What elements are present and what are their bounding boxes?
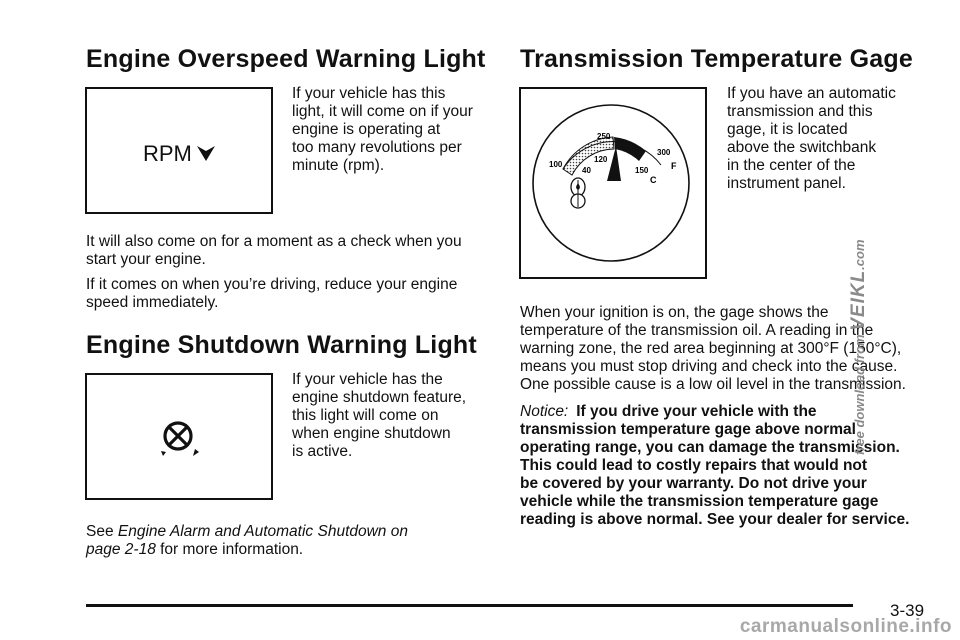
rpm-label: RPM: [143, 141, 192, 166]
transmission-gauge: [521, 89, 705, 277]
label-f: F: [671, 161, 677, 171]
gauge-dial: [533, 105, 689, 261]
cross-reference-link[interactable]: Engine Alarm and Automatic Shutdown on: [117, 523, 408, 540]
watermark: free download from VEIKL.com: [848, 239, 869, 455]
overspeed-light-figure: [85, 87, 273, 214]
cross-reference-page[interactable]: page 2-18: [86, 541, 156, 558]
label-40: 40: [582, 166, 591, 175]
down-arrow-icon: [196, 144, 216, 162]
transmission-gauge-figure: [519, 87, 707, 279]
label-c: C: [650, 175, 657, 185]
engine-shutdown-icon: [155, 418, 205, 462]
label-250: 250: [597, 132, 611, 141]
source-url: carmanualsonline.info: [739, 616, 952, 637]
footer-rule: [86, 604, 853, 607]
label-300: 300: [657, 148, 671, 157]
page-number: 3-39: [890, 601, 925, 620]
shutdown-heading: Engine Shutdown Warning Light: [86, 331, 477, 359]
label-100: 100: [549, 160, 563, 169]
transmission-heading: Transmission Temperature Gage: [520, 45, 913, 73]
overspeed-heading: Engine Overspeed Warning Light: [86, 45, 486, 73]
label-120: 120: [594, 155, 608, 164]
notice-label: Notice:: [520, 403, 569, 420]
transmission-oil-icon: [571, 178, 585, 208]
label-150: 150: [635, 166, 649, 175]
shutdown-light-figure: [85, 373, 273, 500]
watermark-logo: VEIKL: [848, 269, 869, 331]
